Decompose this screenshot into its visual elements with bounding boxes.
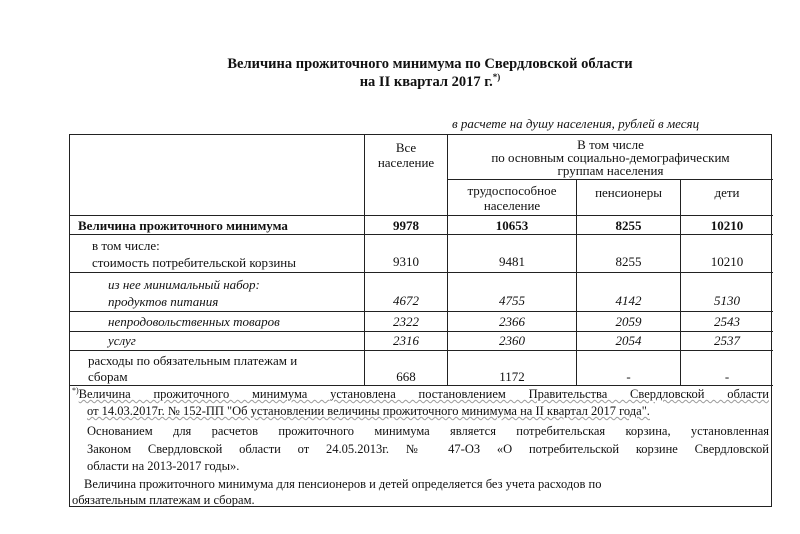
cell-payments-working: 1172	[499, 369, 525, 384]
row-label-payments-line2: сборам	[88, 369, 128, 384]
footnote-1-text1: Величина прожиточного минимума установлена постановлением Правительства Свердловской области	[78, 387, 769, 401]
header-including-line3: группам населения	[557, 163, 664, 178]
header-all-population	[365, 140, 447, 170]
units-caption: в расчете на душу населения, рублей в месяц	[452, 116, 700, 131]
row-divider-1	[70, 234, 773, 235]
cell-food-children: 5130	[714, 293, 740, 308]
cell-payments-children: -	[724, 369, 730, 384]
row-label-basket-line2: стоимость потребительской корзины	[92, 255, 296, 270]
cell-food-working: 4755	[499, 293, 525, 308]
cell-total-children: 10210	[710, 218, 744, 233]
cell-total-pensioners: 8255	[615, 218, 642, 233]
header-children: дети	[714, 185, 740, 200]
header-working-line1: трудоспособное	[467, 183, 557, 198]
cell-total-all: 9978	[393, 218, 419, 233]
footnote-2-line2: Законом Свердловской области от 24.05.2013г. № 47-ОЗ «О потребительской корзине Свердловской	[87, 442, 769, 456]
header-including	[448, 138, 773, 177]
cell-basket-working: 9481	[499, 254, 525, 269]
page-title-period: на II квартал 2017 г.	[359, 74, 493, 90]
cell-total-working: 10653	[495, 218, 529, 233]
row-divider-5	[70, 350, 773, 351]
row-divider-2	[70, 272, 773, 273]
header-working-line2: население	[483, 198, 541, 213]
cell-services-working: 2360	[499, 333, 525, 348]
footnote-1-line2	[87, 404, 769, 419]
row-label-food-line1: из нее минимальный набор:	[108, 277, 260, 292]
row-divider-group	[447, 179, 773, 180]
row-label-basket-line1: в том числе:	[92, 238, 160, 253]
cell-nonfood-all: 2322	[393, 314, 419, 329]
page-title-line2	[150, 74, 710, 91]
cell-services-children: 2537	[714, 333, 740, 348]
cell-nonfood-children: 2543	[714, 314, 740, 329]
row-label-payments-line1: расходы по обязательным платежам и	[88, 353, 298, 368]
row-divider-header	[70, 215, 773, 216]
cell-payments-pensioners: -	[626, 369, 631, 384]
row-label-basket	[92, 237, 296, 271]
row-divider-3	[70, 311, 773, 312]
cell-nonfood-working: 2366	[499, 314, 525, 329]
cell-food-all: 4672	[393, 293, 419, 308]
footnote-1-mark: *)	[72, 385, 79, 395]
row-label-food	[108, 276, 260, 310]
cell-nonfood-pensioners: 2059	[615, 314, 642, 329]
row-label-food-line2: продуктов питания	[108, 294, 219, 309]
header-including-line2: по основным социально-демографическим	[491, 150, 730, 165]
header-including-line1: В том числе	[577, 137, 644, 152]
row-label-payments	[88, 353, 297, 385]
header-all-line1: Все	[395, 140, 417, 155]
footnote-2-line3: области на 2013-2017 годы».	[87, 459, 240, 473]
row-label-nonfood: непродовольственных товаров	[108, 314, 280, 329]
cell-basket-children: 10210	[710, 254, 744, 269]
cell-basket-all: 9310	[393, 254, 419, 269]
footnote-2-line1: Основанием для расчетов прожиточного минимума является потребительская корзина, установленная	[87, 424, 769, 438]
row-label-total: Величина прожиточного минимума	[78, 218, 288, 233]
cell-services-pensioners: 2054	[615, 333, 642, 348]
col-divider-working	[576, 179, 577, 385]
cell-basket-pensioners: 8255	[615, 254, 642, 269]
header-working	[448, 183, 576, 213]
footnote-3-line1: Величина прожиточного минимума для пенсионеров и детей определяется без учета расходов по	[84, 477, 602, 491]
row-divider-4	[70, 331, 773, 332]
row-divider-6	[70, 385, 773, 386]
cell-payments-all: 668	[396, 369, 416, 384]
footnote-3-line2: обязательным платежам и сборам.	[72, 493, 255, 507]
page-title: Величина прожиточного минимума по Свердловской области	[227, 56, 633, 72]
footnote-mark: *)	[492, 72, 501, 83]
header-all-line2: население	[377, 155, 435, 170]
cell-services-all: 2316	[393, 333, 419, 348]
cell-food-pensioners: 4142	[615, 293, 642, 308]
row-label-services: услуг	[108, 333, 136, 348]
footnote-1-text2: от 14.03.2017г. № 152-ПП "Об установлении величины прожиточного минимума на II квартал 2017 года".	[87, 404, 650, 418]
header-pensioners: пенсионеры	[595, 185, 662, 200]
footnote-1-line1	[72, 387, 769, 402]
col-divider-pensioners	[680, 179, 681, 385]
